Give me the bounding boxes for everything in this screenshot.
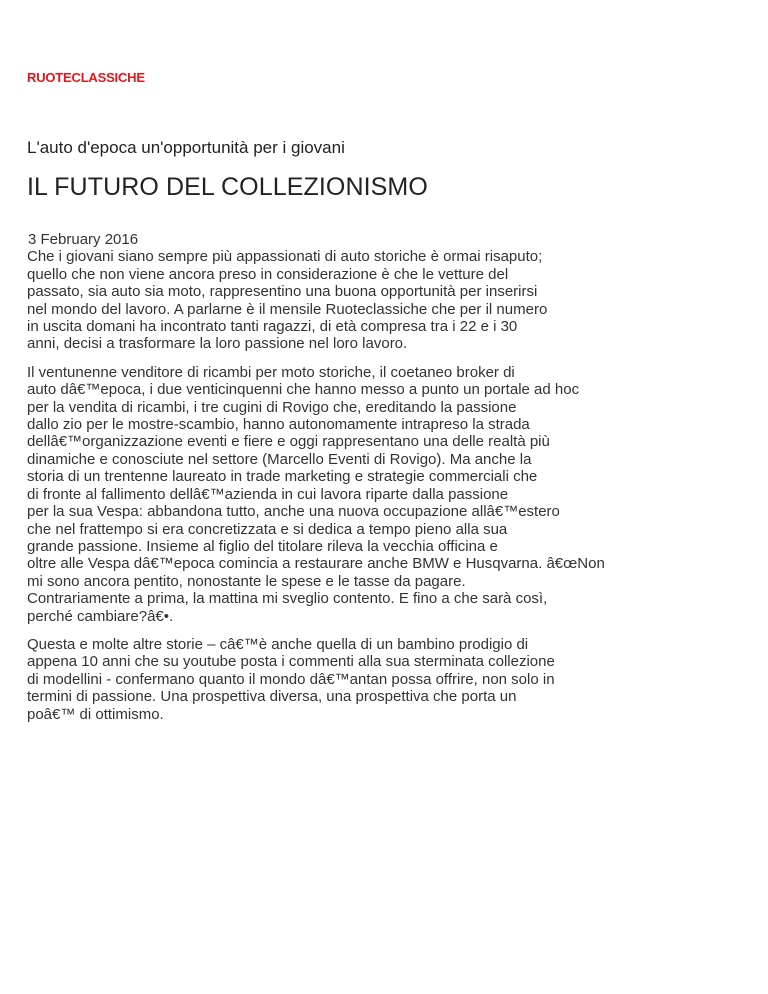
text-line: dallo zio per le mostre-scambio, hanno autonomamente intrapreso la strada bbox=[27, 416, 530, 434]
text-line: grande passione. Insieme al figlio del titolare rileva la vecchia officina e bbox=[27, 537, 498, 555]
text-line: di modellini - confermano quanto il mondo dâ€™antan possa offrire, non solo in bbox=[27, 670, 555, 688]
text-line: dinamiche e conosciute nel settore (Marcello Eventi di Rovigo). Ma anche la bbox=[27, 450, 532, 468]
text-line: poâ€™ di ottimismo. bbox=[27, 705, 164, 723]
text-line: perché cambiare?â€•. bbox=[27, 607, 174, 625]
text-line: oltre alle Vespa dâ€™epoca comincia a restaurare anche BMW e Husqvarna. â€œNon bbox=[27, 555, 605, 573]
text-line: per la vendita di ricambi, i tre cugini di Rovigo che, ereditando la passione bbox=[27, 398, 517, 416]
article-body bbox=[27, 231, 742, 734]
text-line: di fronte al fallimento dellâ€™azienda in cui lavora riparte dalla passione bbox=[27, 485, 509, 503]
text-line: Questa e molte altre storie – câ€™è anche quella di un bambino prodigio di bbox=[27, 635, 529, 653]
text-line: Il ventunenne venditore di ricambi per moto storiche, il coetaneo broker di bbox=[27, 363, 515, 381]
article-date: 3 February 2016 bbox=[28, 231, 139, 248]
text-line: termini di passione. Una prospettiva diversa, una prospettiva che porta un bbox=[27, 688, 517, 706]
article-paragraph-1 bbox=[27, 231, 742, 353]
article-subtitle: L'auto d'epoca un'opportunità per i giovani bbox=[27, 138, 345, 157]
text-line: quello che non viene ancora preso in considerazione è che le vetture del bbox=[27, 265, 509, 283]
text-line: storia di un trentenne laureato in trade marketing e strategie commerciali che bbox=[27, 468, 538, 486]
text-line: auto dâ€™epoca, i due venticinquenni che hanno messo a punto un portale ad hoc bbox=[27, 381, 580, 399]
text-line: Contrariamente a prima, la mattina mi sveglio contento. E fino a che sarà così, bbox=[27, 590, 548, 608]
text-line: appena 10 anni che su youtube posta i commenti alla sua sterminata collezione bbox=[27, 653, 555, 671]
text-line: in uscita domani ha incontrato tanti ragazzi, di età compresa tra i 22 e i 30 bbox=[27, 318, 518, 336]
text-line: passato, sia auto sia moto, rappresentino una buona opportunità per inserirsi bbox=[27, 283, 538, 301]
article-paragraph-2 bbox=[27, 364, 742, 625]
text-line: anni, decisi a trasformare la loro passione nel loro lavoro. bbox=[27, 335, 408, 353]
text-line: Che i giovani siano sempre più appassionati di auto storiche è ormai risaputo; bbox=[27, 248, 543, 266]
text-line: dellâ€™organizzazione eventi e fiere e oggi rappresentano una delle realtà più bbox=[27, 433, 550, 451]
article-title: IL FUTURO DEL COLLEZIONISMO bbox=[27, 173, 428, 201]
text-line: mi sono ancora pentito, nonostante le spese e le tasse da pagare. bbox=[27, 572, 466, 590]
text-line: per la sua Vespa: abbandona tutto, anche una nuova occupazione allâ€™estero bbox=[27, 503, 560, 521]
article-paragraph-3 bbox=[27, 636, 742, 723]
text-line: nel mondo del lavoro. A parlarne è il mensile Ruoteclassiche che per il numero bbox=[27, 300, 548, 318]
ruoteclassiche-logo[interactable]: RUOTECLASSICHE bbox=[27, 70, 145, 85]
text-line: che nel frattempo si era concretizzata e si dedica a tempo pieno alla sua bbox=[27, 520, 508, 538]
